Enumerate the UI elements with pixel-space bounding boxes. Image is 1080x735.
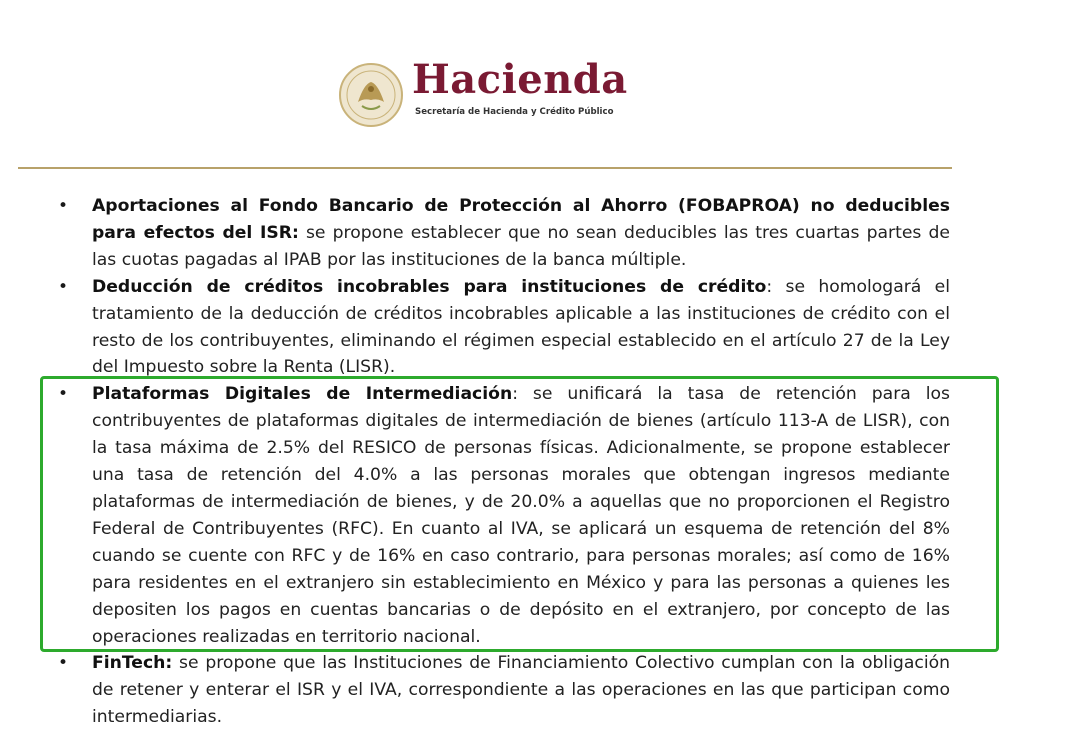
item-text: se propone que las Instituciones de Financiamiento Colectivo cumplan con la obligación de retener y enterar el ISR y el IVA, correspondiente a las operaciones en las que participan como intermediarias. <box>92 653 950 728</box>
brand-name: Hacienda <box>412 56 628 103</box>
bullet-icon: • <box>58 196 69 216</box>
list-item-fobaproa <box>58 193 950 274</box>
item-term: Aportaciones al Fondo Bancario de Protección al Ahorro (FOBAPROA) no deducibles para efectos del ISR: <box>92 196 950 243</box>
item-term: Deducción de créditos incobrables para instituciones de crédito <box>92 276 767 297</box>
bullet-list <box>0 193 1080 731</box>
hacienda-logo <box>338 56 628 130</box>
bullet-icon: • <box>58 384 69 405</box>
item-text: se propone establecer que no sean deducibles las tres cuartas partes de las cuotas pagadas al IPAB por las instituciones de la banca múltiple. <box>92 222 950 270</box>
list-item-creditos-incobrables <box>58 274 950 382</box>
item-text: : se unificará la tasa de retención para los contribuyentes de plataformas digitales de intermediación de bienes (artículo 113-A de LISR), con la tasa máxima de 2.5% del RESICO de personas físicas. Adicionalmente, se propone establecer una tasa de retención del 4.0% a las personas morales que obtengan ingresos mediante plataformas de intermediación de bienes, y de 20.0% a aquellas que no proporcionen el Registro Federal de Contribuyentes (RFC). En cuanto al IVA, se aplicará un esquema de retención del 8% cuando se cuente con RFC y de 16% en caso contrario, para personas morales; así como de 16% para residentes en el extranjero sin establecimiento en México y para las personas a quienes les depositen los pagos en cuentas bancarias o de depósito en el extranjero, por concepto de las operaciones realizadas en territorio nacional. <box>92 384 950 647</box>
item-term: FinTech: <box>92 653 173 674</box>
bullet-icon: • <box>58 653 69 674</box>
bullet-icon: • <box>58 276 69 297</box>
item-term: Plataformas Digitales de Intermediación <box>92 384 513 405</box>
coat-of-arms-seal-icon <box>338 62 404 128</box>
item-text: : se homologará el tratamiento de la deducción de créditos incobrables aplicable a las instituciones de crédito con el resto de los contribuyentes, eliminando el régimen especial establecido en el artículo 27 de la Ley del Impuesto sobre la Renta (LISR). <box>92 276 950 378</box>
list-item-fintech <box>58 650 950 731</box>
list-item-plataformas-digitales <box>58 381 950 650</box>
header-divider <box>18 167 952 169</box>
brand-subtitle: Secretaría de Hacienda y Crédito Público <box>415 107 614 117</box>
